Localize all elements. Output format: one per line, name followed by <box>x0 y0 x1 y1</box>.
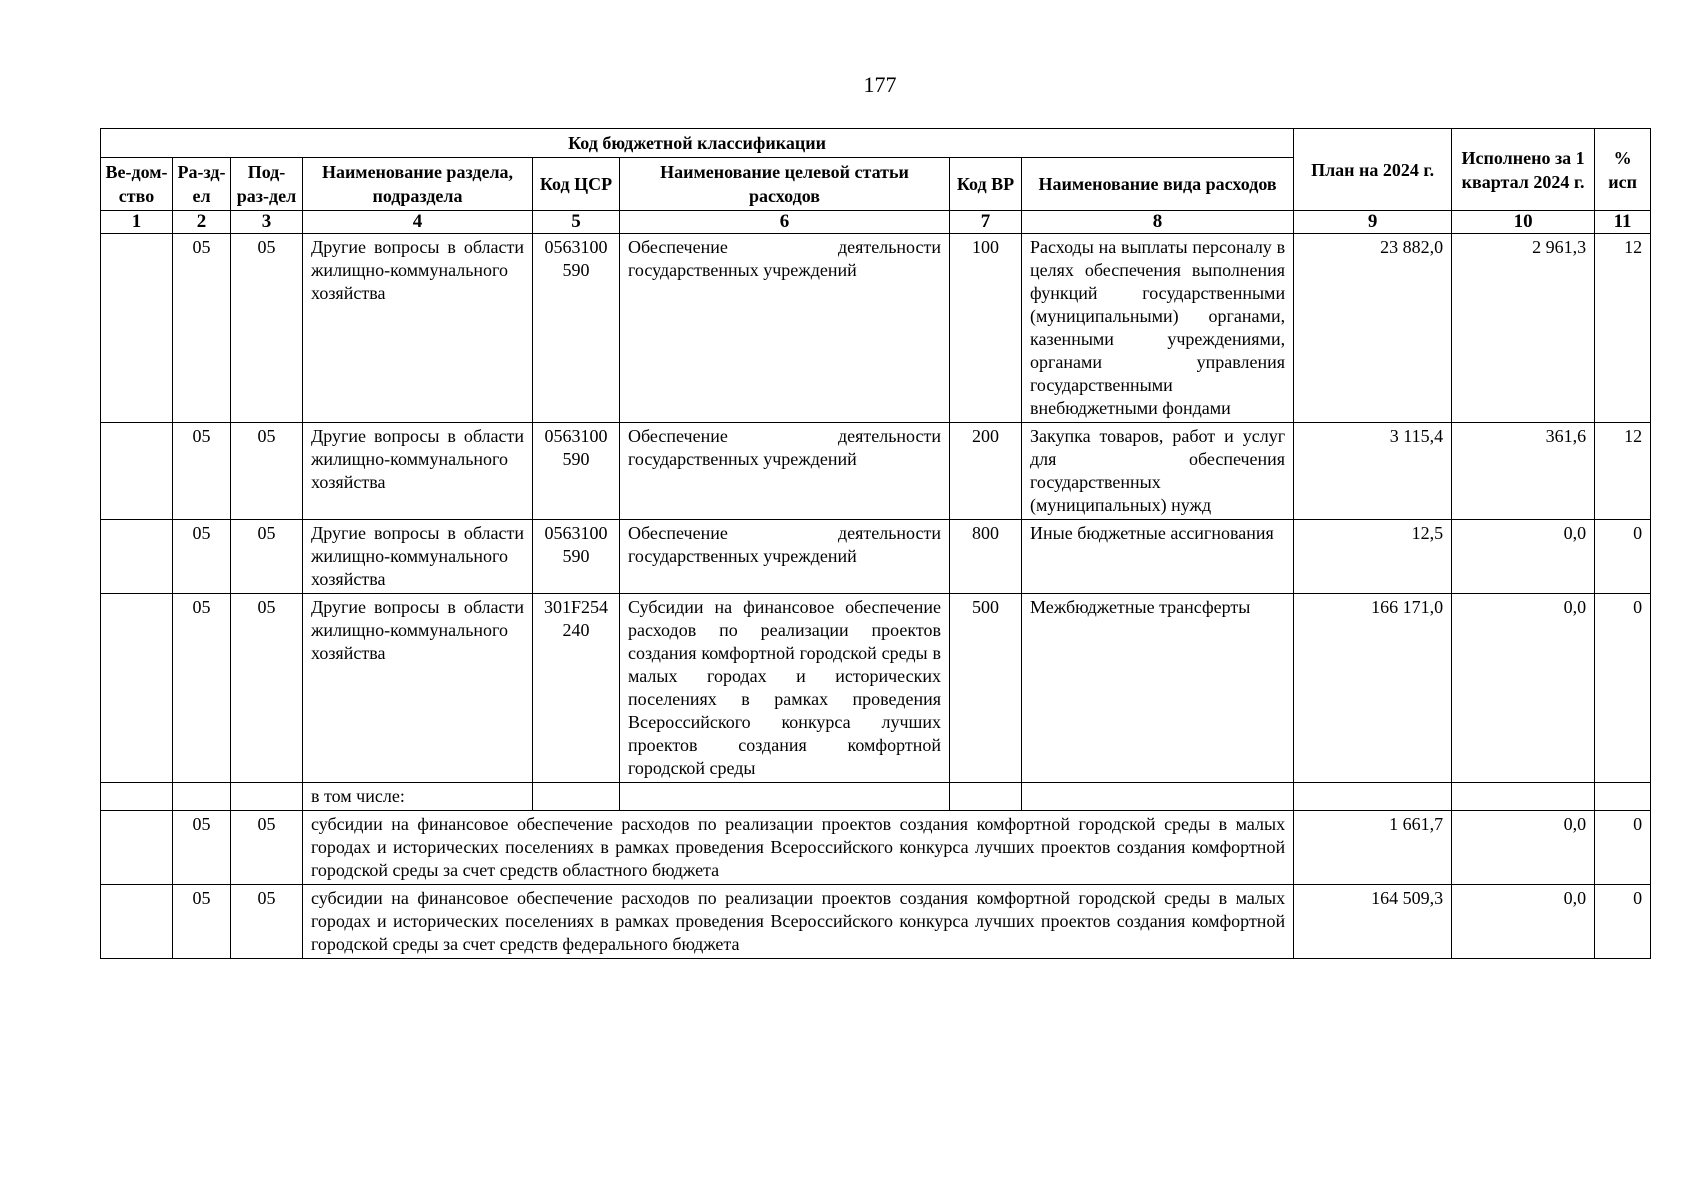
plan-cell: 3 115,4 <box>1294 423 1452 520</box>
percent-cell: 0 <box>1595 594 1651 783</box>
percent-cell: 0 <box>1595 885 1651 959</box>
csr-code-header: Код ЦСР <box>533 158 620 211</box>
executed-cell: 2 961,3 <box>1452 234 1595 423</box>
table-row <box>101 594 1651 783</box>
subsection-cell: 05 <box>231 594 303 783</box>
target-name-cell: Обеспечение деятельности государственных учреждений <box>620 423 950 520</box>
section-header: Ра-зд-ел <box>173 158 231 211</box>
including-row <box>101 783 1651 811</box>
subsection-header: Под-раз-дел <box>231 158 303 211</box>
column-number: 6 <box>620 211 950 234</box>
vr-code-cell: 200 <box>950 423 1022 520</box>
department-header: Ве-дом-ство <box>101 158 173 211</box>
subsidy-row <box>101 885 1651 959</box>
column-number: 5 <box>533 211 620 234</box>
executed-cell: 0,0 <box>1452 811 1595 885</box>
target-name-cell: Обеспечение деятельности государственных учреждений <box>620 234 950 423</box>
expense-type-cell: Закупка товаров, работ и услуг для обеспечения государственных (муниципальных) нужд <box>1022 423 1294 520</box>
including-label: в том числе: <box>303 783 533 811</box>
target-name-cell: Обеспечение деятельности государственных учреждений <box>620 520 950 594</box>
plan-cell: 23 882,0 <box>1294 234 1452 423</box>
section-cell: 05 <box>173 520 231 594</box>
plan-cell: 1 661,7 <box>1294 811 1452 885</box>
vr-code-cell: 500 <box>950 594 1022 783</box>
section-cell: 05 <box>173 594 231 783</box>
subsidy-description: субсидии на финансовое обеспечение расходов по реализации проектов создания комфортной городской среды в малых городах и исторических поселениях в рамках проведения Всероссийского конкурса лучших проектов создания комфортной городской среды за счет средств областного бюджета <box>303 811 1294 885</box>
department-cell <box>101 423 173 520</box>
budget-classification-header: Код бюджетной классификации <box>101 129 1294 158</box>
executed-cell: 0,0 <box>1452 520 1595 594</box>
column-number: 2 <box>173 211 231 234</box>
plan-cell: 164 509,3 <box>1294 885 1452 959</box>
vr-code-cell: 100 <box>950 234 1022 423</box>
subsidy-row <box>101 811 1651 885</box>
target-name-header: Наименование целевой статьи расходов <box>620 158 950 211</box>
column-numbers-row <box>101 211 1651 234</box>
executed-cell: 0,0 <box>1452 885 1595 959</box>
column-number: 1 <box>101 211 173 234</box>
plan-cell: 166 171,0 <box>1294 594 1452 783</box>
csr-code-cell: 301F254240 <box>533 594 620 783</box>
table-row <box>101 520 1651 594</box>
percent-cell: 12 <box>1595 234 1651 423</box>
column-number: 10 <box>1452 211 1595 234</box>
section-name-header: Наименование раздела, подраздела <box>303 158 533 211</box>
subsection-cell: 05 <box>231 423 303 520</box>
percent-cell: 0 <box>1595 520 1651 594</box>
csr-code-cell: 0563100590 <box>533 520 620 594</box>
budget-table <box>100 128 1651 959</box>
column-number: 4 <box>303 211 533 234</box>
column-number: 3 <box>231 211 303 234</box>
column-number: 8 <box>1022 211 1294 234</box>
expense-type-cell: Межбюджетные трансферты <box>1022 594 1294 783</box>
plan-header: План на 2024 г. <box>1294 129 1452 211</box>
percent-header: % исп <box>1595 129 1651 211</box>
department-cell <box>101 520 173 594</box>
department-cell <box>101 234 173 423</box>
column-number: 9 <box>1294 211 1452 234</box>
expense-type-cell: Расходы на выплаты персоналу в целях обеспечения выполнения функций государственными (муниципальными) органами, казенными учреждениями, органами управления государственными внебюджетными фондами <box>1022 234 1294 423</box>
executed-cell: 0,0 <box>1452 594 1595 783</box>
table-row <box>101 234 1651 423</box>
subsection-cell: 05 <box>231 885 303 959</box>
subsection-cell: 05 <box>231 234 303 423</box>
section-name-cell: Другие вопросы в области жилищно-коммунального хозяйства <box>303 520 533 594</box>
section-name-cell: Другие вопросы в области жилищно-коммунального хозяйства <box>303 234 533 423</box>
section-cell: 05 <box>173 423 231 520</box>
page-number: 177 <box>863 72 897 97</box>
expense-type-cell: Иные бюджетные ассигнования <box>1022 520 1294 594</box>
section-name-cell: Другие вопросы в области жилищно-коммунального хозяйства <box>303 594 533 783</box>
section-cell: 05 <box>173 811 231 885</box>
table-row <box>101 423 1651 520</box>
column-number: 11 <box>1595 211 1651 234</box>
section-cell: 05 <box>173 234 231 423</box>
vr-code-header: Код ВР <box>950 158 1022 211</box>
percent-cell: 12 <box>1595 423 1651 520</box>
plan-cell: 12,5 <box>1294 520 1452 594</box>
section-name-cell: Другие вопросы в области жилищно-коммунального хозяйства <box>303 423 533 520</box>
subsection-cell: 05 <box>231 811 303 885</box>
executed-cell: 361,6 <box>1452 423 1595 520</box>
percent-cell: 0 <box>1595 811 1651 885</box>
department-cell <box>101 594 173 783</box>
subsection-cell: 05 <box>231 520 303 594</box>
vr-code-cell: 800 <box>950 520 1022 594</box>
section-cell: 05 <box>173 885 231 959</box>
target-name-cell: Субсидии на финансовое обеспечение расходов по реализации проектов создания комфортной городской среды в малых городах и исторических поселениях в рамках проведения Всероссийского конкурса лучших проектов создания комфортной городской среды <box>620 594 950 783</box>
csr-code-cell: 0563100590 <box>533 234 620 423</box>
subsidy-description: субсидии на финансовое обеспечение расходов по реализации проектов создания комфортной городской среды в малых городах и исторических поселениях в рамках проведения Всероссийского конкурса лучших проектов создания комфортной городской среды за счет средств федерального бюджета <box>303 885 1294 959</box>
executed-header: Исполнено за 1 квартал 2024 г. <box>1452 129 1595 211</box>
column-number: 7 <box>950 211 1022 234</box>
expense-type-header: Наименование вида расходов <box>1022 158 1294 211</box>
csr-code-cell: 0563100590 <box>533 423 620 520</box>
